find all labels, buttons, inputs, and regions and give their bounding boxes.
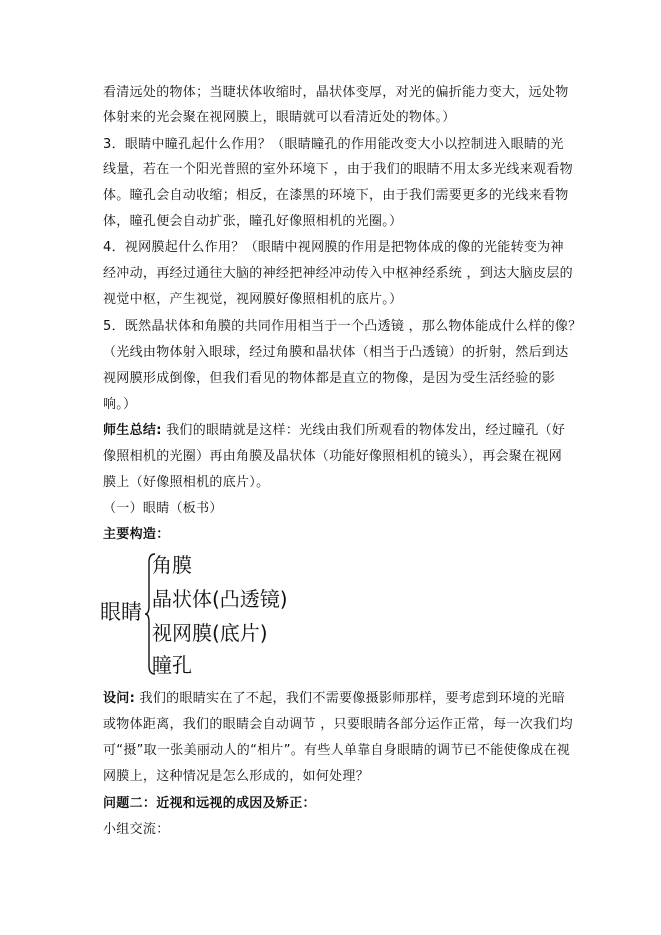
text-line: 4．视网膜起什么作用？（眼睛中视网膜的作用是把物体成的像的光能转变为神 [103, 240, 564, 255]
text-line: 可“摄”取一张美丽动人的“相片”。有些人单靠自身眼睛的调节已不能使像成在视 [103, 743, 571, 758]
text-line: 像照相机的光圈）再由角膜及晶状体（功能好像照相机的镜头），再会聚在视网 [103, 449, 563, 464]
text-line: 膜上（好像照相机的底片）。 [103, 475, 270, 490]
summary-line: 师生总结: 我们的眼睛就是这样：光线由我们所观看的物体发出，经过瞳孔（好 [103, 423, 566, 438]
diagram-item-cornea: 角膜 [152, 553, 192, 577]
text-line: 3．眼睛中瞳孔起什么作用？（眼睛瞳孔的作用能改变大小以控制进入眼睛的光 [103, 137, 564, 152]
text-line: 体，瞳孔便会自动扩张，瞳孔好像照相机的光圈。） [103, 214, 403, 229]
section-heading: （一）眼睛（板书） [103, 501, 223, 516]
text-line: 体射来的光会聚在视网膜上，眼睛就可以看清近处的物体。） [103, 110, 456, 125]
text-line: 视觉中枢，产生视觉，视网膜好像照相机的底片。） [103, 292, 403, 307]
text-line: 5．既然晶状体和角膜的共同作用相当于一个凸透镜 ，那么物体能成什么样的像？ [103, 319, 582, 334]
diagram-item-lens: 晶状体(凸透镜) [152, 587, 288, 611]
text-line: 小组交流： [103, 822, 170, 837]
text-line: 体。瞳孔会自动收缩；相反，在漆黑的环境下，由于我们需要更多的光线来看物 [103, 188, 569, 203]
summary-line-label: 师生总结: [103, 423, 162, 438]
text-line: 网膜上，这种情况是怎么形成的，如何处理？ [103, 769, 370, 784]
diagram-root-label: 眼睛 [100, 600, 142, 624]
text-line: （光线由物体射入眼球，经过角膜和晶状体（相当于凸透镜）的折射，然后到达 [103, 345, 569, 360]
question-line-label: 设问: [103, 691, 136, 706]
text-line: 或物体距离，我们的眼睛会自动调节 ，只要眼睛各部分运作正常，每一次我们均 [103, 717, 573, 732]
text-line: 看清远处的物体；当睫状体收缩时，晶状体变厚，对光的偏折能力变大，远处物 [103, 85, 569, 100]
problem-heading: 问题二：近视和远视的成因及矫正： [103, 796, 316, 811]
structure-diagram [100, 550, 320, 680]
subheading: 主要构造： [103, 527, 170, 542]
text-line: 视网膜形成倒像，但我们看见的物体都是直立的物像，是因为受生活经验的影 [103, 371, 556, 386]
diagram-item-retina: 视网膜(底片) [152, 621, 268, 645]
question-line: 设问: 我们的眼睛实在了不起，我们不需要像摄影师那样，要考虑到环境的光暗 [103, 691, 566, 706]
text-line: 线量，若在一个阳光普照的室外环境下 ，由于我们的眼睛不用太多光线来观看物 [103, 162, 573, 177]
diagram-item-pupil: 瞳孔 [152, 653, 192, 677]
text-line: 响。） [103, 397, 137, 412]
text-line: 经冲动，再经过通往大脑的神经把神经冲动传入中枢神经系统 ，到达大脑皮层的 [103, 266, 573, 281]
